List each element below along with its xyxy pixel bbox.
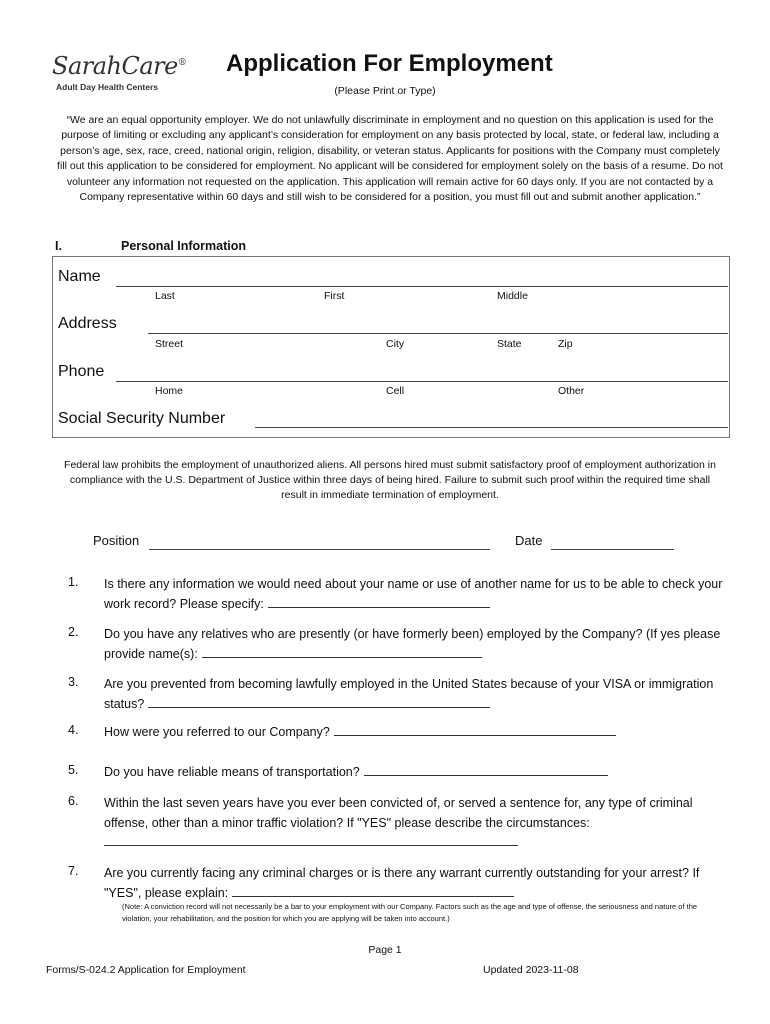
question-5-answer-field[interactable] [364,763,608,776]
name-sub-first: First [324,290,345,302]
section-number: I. [55,239,62,253]
logo-trademark: ® [177,58,187,68]
section-title: Personal Information [121,239,247,253]
question-1-answer-field[interactable] [268,595,490,608]
question-7-number: 7. [68,864,79,878]
question-3 [104,675,724,714]
phone-sub-home: Home [155,385,184,397]
updated-date: Updated 2023-11-08 [483,964,579,976]
name-sub-middle: Middle [497,290,528,302]
form-id: Forms/S-024.2 Application for Employment [46,964,246,976]
question-6-text: Within the last seven years have you ever been convicted of, or served a sentence for, any type of criminal offense, other than a minor traffic violation? If "YES" please describe the circumstances: [104,796,693,830]
question-2 [104,625,724,664]
address-sub-zip: Zip [558,338,573,350]
address-label: Address [58,315,117,332]
employment-authorization-notice: Federal law prohibits the employment of unauthorized aliens. All persons hired must submit satisfactory proof of employment authorization in compliance with the U.S. Department of Justice within three days of being hired. Failure to submit such proof within the required time shall result in immediate termination of employment. [64,459,716,501]
question-6-answer-field[interactable] [104,833,518,846]
question-2-text: Do you have any relatives who are presently (or have formerly been) employed by the Company? (If yes please provide name(s): [104,627,721,661]
address-sub-street: Street [155,338,184,350]
question-6-number: 6. [68,794,79,808]
phone-field[interactable] [116,381,728,382]
question-3-text: Are you prevented from becoming lawfully employed in the United States because of your VISA or immigration status? [104,677,714,711]
question-4-answer-field[interactable] [334,723,616,736]
conviction-note: (Note: A conviction record will not necessarily be a bar to your employment with our Company. Factors such as the age and type of offense, the seriousness and nature of the violation, your rehabilitation, and the position for which you are applying will be taken into account.) [122,902,698,923]
question-6 [104,794,724,853]
logo-name: SarahCare [52,52,178,80]
name-field[interactable] [116,286,728,287]
page-subtitle: (Please Print or Type) [334,85,436,97]
question-3-answer-field[interactable] [148,695,490,708]
question-1-text: Is there any information we would need about your name or use of another name for us to be able to check your work record? Please specify: [104,577,723,611]
page-number: Page 1 [368,944,402,956]
question-5-number: 5. [68,763,79,777]
name-label: Name [58,268,101,285]
position-field[interactable] [149,549,490,550]
question-3-number: 3. [68,675,79,689]
ssn-field[interactable] [255,427,728,428]
question-7-text: Are you currently facing any criminal charges or is there any warrant currently outstanding for your arrest? If "YES", please explain: [104,866,700,900]
phone-label: Phone [58,363,105,380]
phone-sub-cell: Cell [386,385,405,397]
address-sub-state: State [497,338,522,350]
question-4-number: 4. [68,723,79,737]
eeo-statement: “We are an equal opportunity employer. We do not unlawfully discriminate in employment and no question on this application is used for the purpose of limiting or excluding any applicant’s consideration for employment on any basis protected by local, state, or federal law, including a person’s age, sex, race, creed, national origin, religion, disability, or veteran status. Applicants for positions with the Company must completely fill out this application to be considered for employment. No applicant will be considered for employment solely on the basis of a resume. Do not volunteer any information not requested on the application. This application will remain active for 60 days only. If you are not contacted by a Company representative within 60 days and still wish to be considered for a position, you must fill out and submit another application.” [57,114,723,204]
position-label: Position [93,533,140,548]
question-1 [104,575,724,614]
question-5 [104,763,724,783]
address-field[interactable] [148,333,728,334]
ssn-label: Social Security Number [58,410,226,427]
address-sub-city: City [386,338,405,350]
question-2-answer-field[interactable] [202,645,482,658]
question-4-text: How were you referred to our Company? [104,725,330,739]
date-label: Date [515,533,543,548]
question-7 [104,864,724,903]
page-title: Application For Employment [226,50,553,77]
question-7-answer-field[interactable] [232,884,514,897]
name-sub-last: Last [155,290,175,302]
date-field[interactable] [551,549,674,550]
question-5-text: Do you have reliable means of transportation? [104,765,360,779]
logo-tagline: Adult Day Health Centers [56,82,159,92]
question-2-number: 2. [68,625,79,639]
question-1-number: 1. [68,575,79,589]
question-4 [104,723,724,743]
phone-sub-other: Other [558,385,585,397]
